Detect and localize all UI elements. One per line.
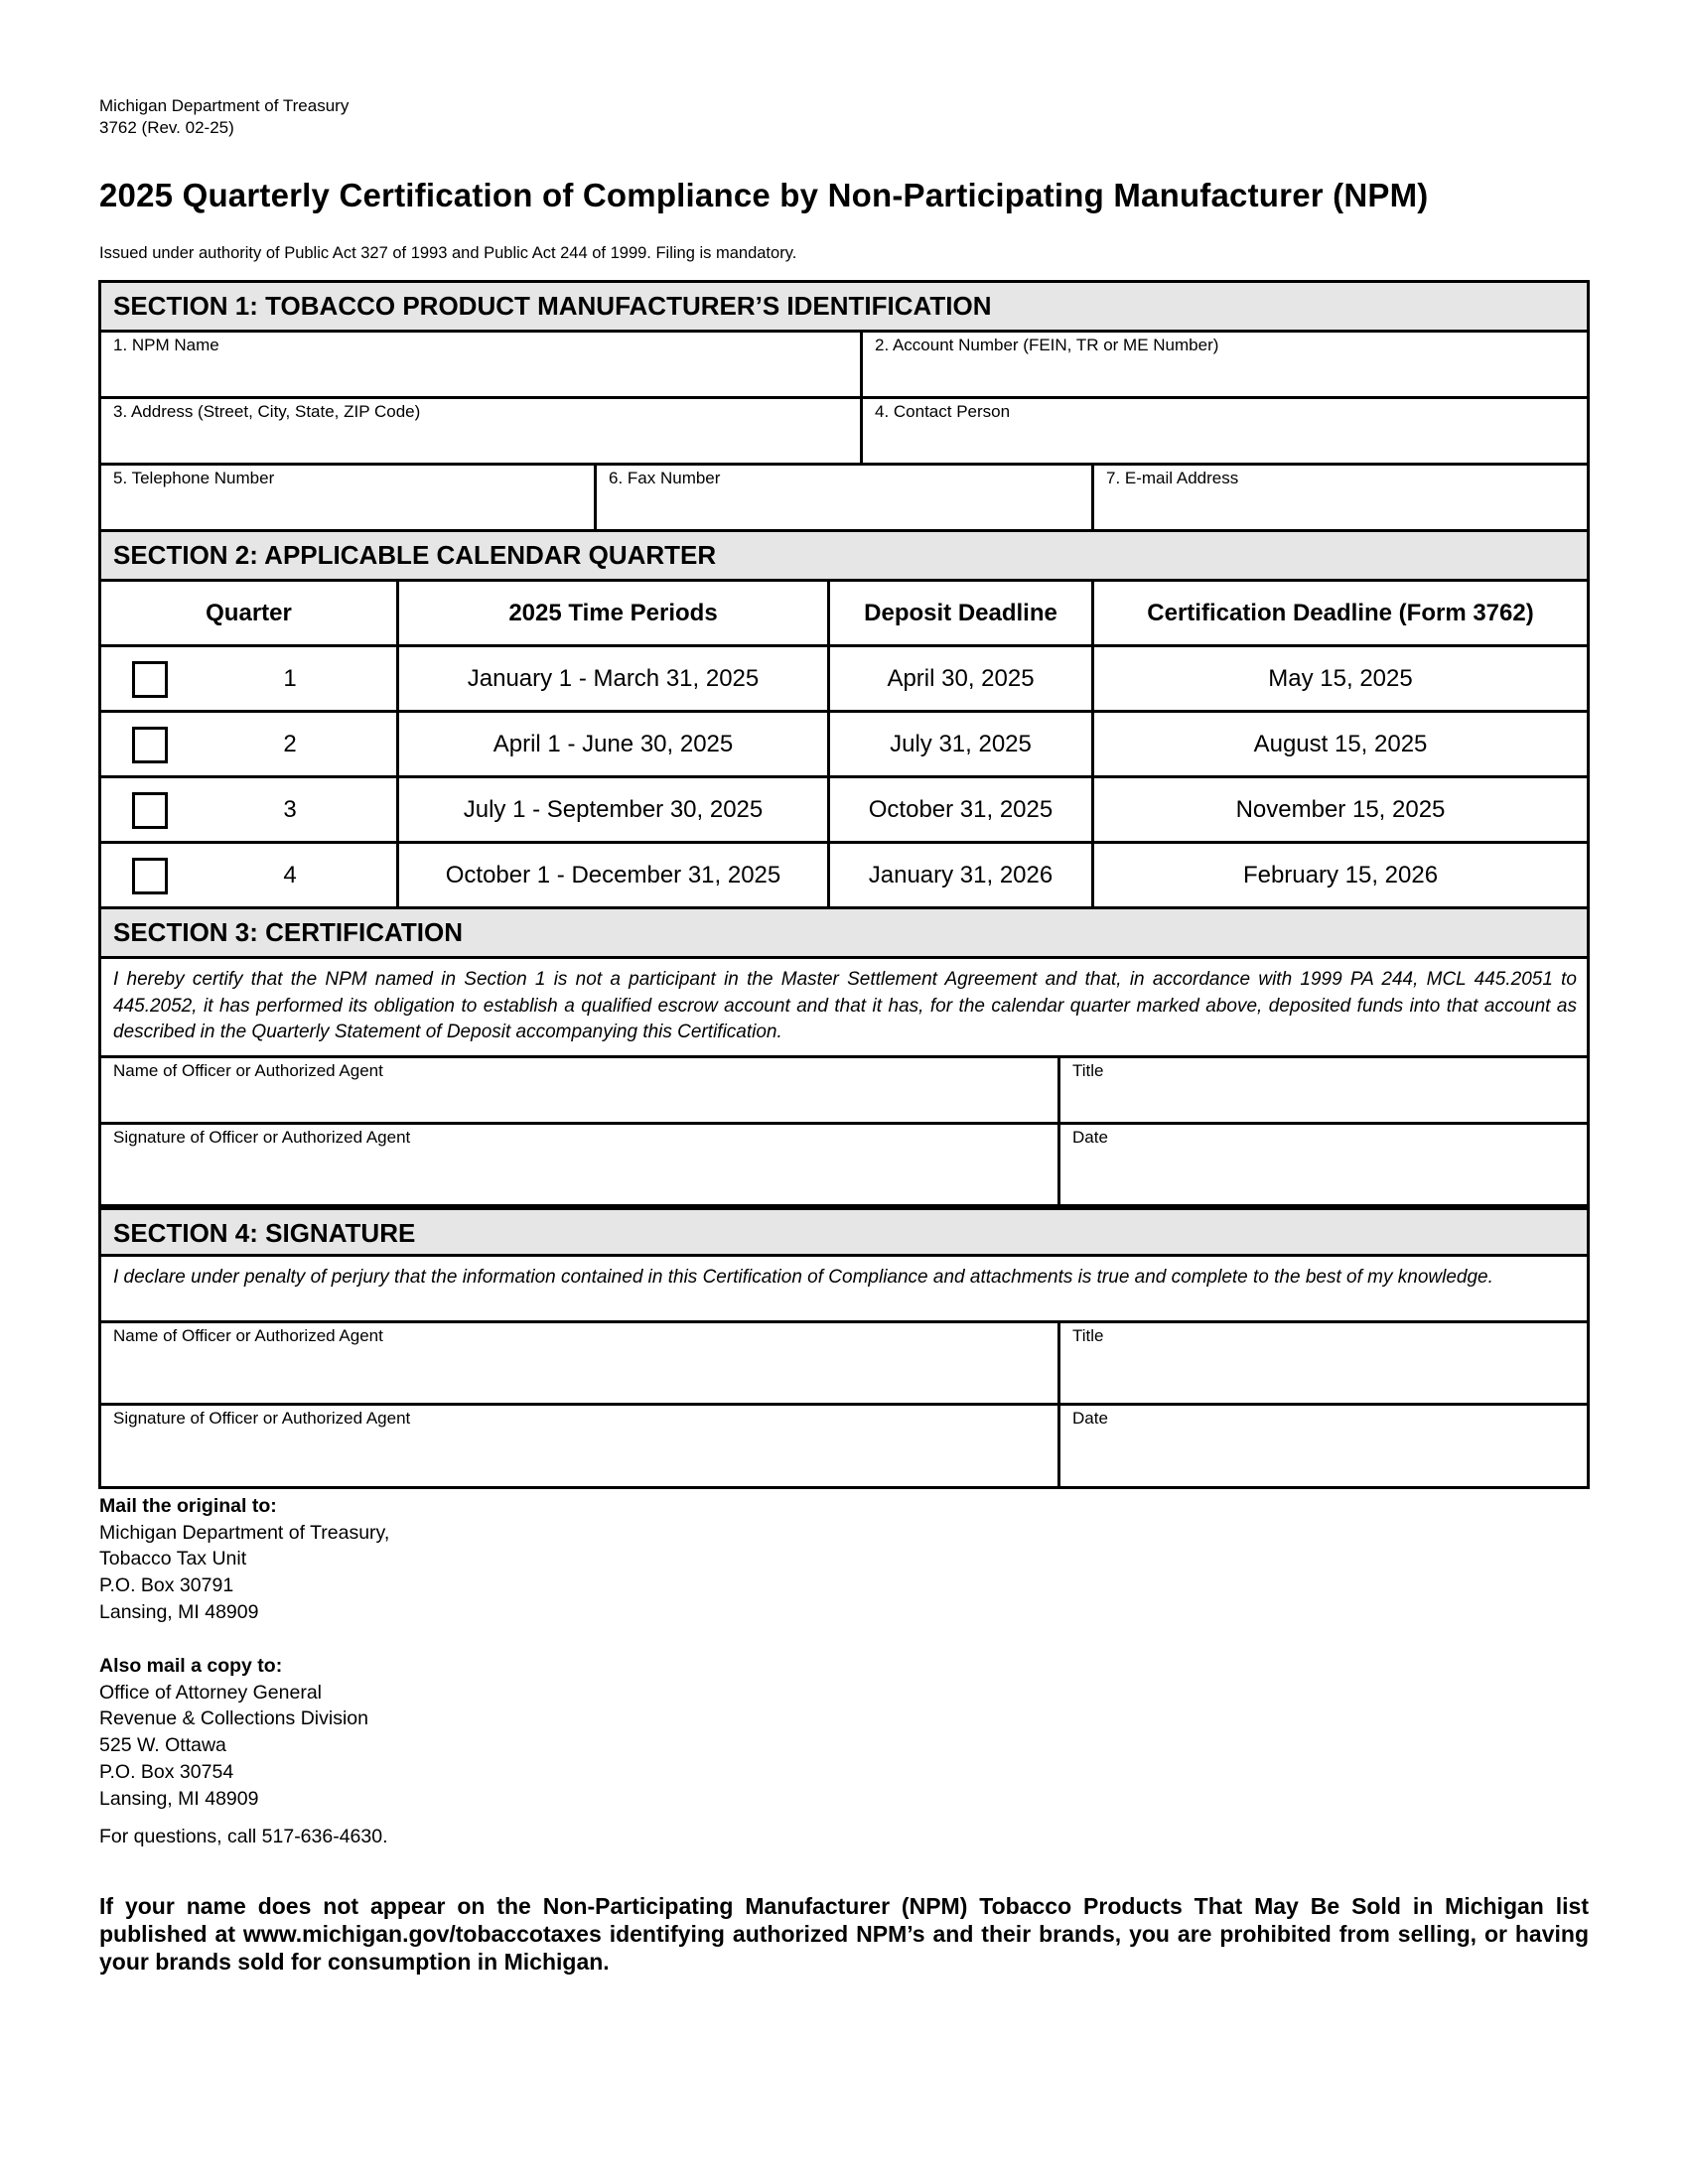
section-3-officer-name-field[interactable]	[101, 1058, 1060, 1122]
time-period: October 1 - December 31, 2025	[399, 844, 830, 906]
quarter-3-checkbox[interactable]	[132, 792, 168, 829]
certification-statement: I hereby certify that the NPM named in Section 1 is not a participant in the Master Settlement Agreement and that, in accordance with 1999 PA 244, MCL 445.2051 to 445.2052, it has performed its obligation to establish a qualified escrow account and that it has, for the calendar quarter marked above, deposited funds into that account as described in the Quarterly Statement of Deposit accompanying this Certification.	[101, 959, 1587, 1058]
quarter-row-3	[101, 778, 1587, 844]
quarter-2-checkbox[interactable]	[132, 727, 168, 763]
account-number-label: 2. Account Number (FEIN, TR or ME Number)	[875, 336, 1219, 354]
account-number-field[interactable]	[863, 333, 1587, 396]
address-line: Tobacco Tax Unit	[99, 1548, 247, 1570]
agency-name: Michigan Department of Treasury	[99, 96, 350, 115]
email-field[interactable]	[1094, 466, 1587, 529]
mail-copy-heading: Also mail a copy to:	[99, 1655, 283, 1677]
quarter-number: 1	[283, 664, 297, 692]
signature-label: Signature of Officer or Authorized Agent	[113, 1128, 411, 1147]
address-line: Lansing, MI 48909	[99, 1600, 259, 1623]
quarter-cell	[101, 647, 399, 710]
address-line: Office of Attorney General	[99, 1681, 323, 1704]
quarter-table-header	[101, 582, 1587, 647]
mail-copy-block	[99, 1653, 368, 1812]
address-line: Lansing, MI 48909	[99, 1787, 259, 1810]
section-2-heading: SECTION 2: APPLICABLE CALENDAR QUARTER	[101, 532, 1587, 582]
section-3-signature-field[interactable]	[101, 1125, 1060, 1204]
quarter-4-checkbox[interactable]	[132, 858, 168, 894]
column-header-time-periods: 2025 Time Periods	[399, 582, 830, 644]
address-label: 3. Address (Street, City, State, ZIP Code)	[113, 402, 421, 421]
time-period: April 1 - June 30, 2025	[399, 713, 830, 775]
authority-note: Issued under authority of Public Act 327 of 1993 and Public Act 244 of 1999. Filing is mandatory.	[99, 244, 797, 262]
npm-name-label: 1. NPM Name	[113, 336, 219, 354]
form-number: 3762 (Rev. 02-25)	[99, 118, 234, 137]
section-1-row-1	[101, 333, 1587, 399]
quarter-1-checkbox[interactable]	[132, 661, 168, 698]
section-4-title-field[interactable]	[1060, 1323, 1587, 1403]
certification-deadline: February 15, 2026	[1242, 861, 1439, 888]
title-label: Title	[1072, 1061, 1104, 1080]
section-4-name-row	[101, 1323, 1587, 1406]
section-4-signature-field[interactable]	[101, 1406, 1060, 1486]
mail-original-heading: Mail the original to:	[99, 1495, 277, 1517]
signature-declaration: I declare under penalty of perjury that the information contained in this Certification of Compliance and attachments is true and complete to the best of my knowledge.	[101, 1257, 1587, 1323]
email-label: 7. E-mail Address	[1106, 469, 1239, 487]
quarter-cell	[101, 844, 399, 906]
quarter-row-1	[101, 647, 1587, 713]
quarter-row-4	[101, 844, 1587, 909]
npm-list-notice: If your name does not appear on the Non-Participating Manufacturer (NPM) Tobacco Products That May Be Sold in Michigan list published at www.michigan.gov/tobaccotaxes identifying authorized NPM’s and their brands, you are prohibited from selling, or having your brands sold for consumption in Michigan.	[99, 1893, 1589, 1975]
deposit-deadline: April 30, 2025	[830, 647, 1094, 710]
certification-deadline: November 15, 2025	[1235, 795, 1446, 823]
column-header-deposit-deadline: Deposit Deadline	[830, 582, 1094, 644]
section-4-signature-row	[101, 1406, 1587, 1486]
contact-person-field[interactable]	[863, 399, 1587, 463]
time-period: January 1 - March 31, 2025	[399, 647, 830, 710]
column-header-quarter: Quarter	[101, 582, 399, 644]
questions-phone: For questions, call 517-636-4630.	[99, 1826, 388, 1847]
quarter-number: 3	[283, 795, 297, 823]
section-3-heading: SECTION 3: CERTIFICATION	[101, 909, 1587, 959]
section-3-title-field[interactable]	[1060, 1058, 1587, 1122]
certification-form	[98, 280, 1590, 1489]
deposit-deadline: July 31, 2025	[830, 713, 1094, 775]
certification-deadline: August 15, 2025	[1253, 730, 1428, 757]
section-1-row-3	[101, 466, 1587, 532]
section-3-name-row	[101, 1058, 1587, 1125]
quarter-number: 2	[283, 730, 297, 757]
address-line: P.O. Box 30791	[99, 1574, 234, 1597]
address-line: P.O. Box 30754	[99, 1760, 234, 1783]
time-period: July 1 - September 30, 2025	[399, 778, 830, 841]
quarter-row-2	[101, 713, 1587, 778]
address-line: Michigan Department of Treasury,	[99, 1521, 390, 1544]
mail-original-block	[99, 1493, 389, 1626]
address-line: 525 W. Ottawa	[99, 1734, 226, 1757]
section-4-heading: SECTION 4: SIGNATURE	[101, 1207, 1587, 1257]
column-header-certification-deadline: Certification Deadline (Form 3762)	[1147, 599, 1534, 626]
section-1-heading: SECTION 1: TOBACCO PRODUCT MANUFACTURER’S IDENTIFICATION	[101, 283, 1587, 333]
quarter-number: 4	[283, 861, 297, 888]
section-3-signature-row	[101, 1125, 1587, 1207]
quarter-cell	[101, 778, 399, 841]
fax-label: 6. Fax Number	[609, 469, 721, 487]
section-1-row-2	[101, 399, 1587, 466]
page-title: 2025 Quarterly Certification of Compliance by Non-Participating Manufacturer (NPM)	[99, 177, 1429, 213]
address-field[interactable]	[101, 399, 863, 463]
address-line: Revenue & Collections Division	[99, 1707, 368, 1730]
npm-name-field[interactable]	[101, 333, 863, 396]
fax-field[interactable]	[597, 466, 1094, 529]
form-header	[99, 95, 349, 139]
date-label: Date	[1072, 1128, 1108, 1147]
section-3-date-field[interactable]	[1060, 1125, 1587, 1204]
section-4-date-field[interactable]	[1060, 1406, 1587, 1486]
telephone-label: 5. Telephone Number	[113, 469, 275, 487]
officer-name-label: Name of Officer or Authorized Agent	[113, 1326, 383, 1345]
deposit-deadline: October 31, 2025	[830, 778, 1094, 841]
title-label: Title	[1072, 1326, 1104, 1345]
signature-label: Signature of Officer or Authorized Agent	[113, 1409, 411, 1428]
quarter-cell	[101, 713, 399, 775]
section-4-officer-name-field[interactable]	[101, 1323, 1060, 1403]
certification-deadline: May 15, 2025	[1268, 664, 1413, 692]
date-label: Date	[1072, 1409, 1108, 1428]
contact-person-label: 4. Contact Person	[875, 402, 1011, 421]
officer-name-label: Name of Officer or Authorized Agent	[113, 1061, 383, 1080]
deposit-deadline: January 31, 2026	[830, 844, 1094, 906]
telephone-field[interactable]	[101, 466, 597, 529]
